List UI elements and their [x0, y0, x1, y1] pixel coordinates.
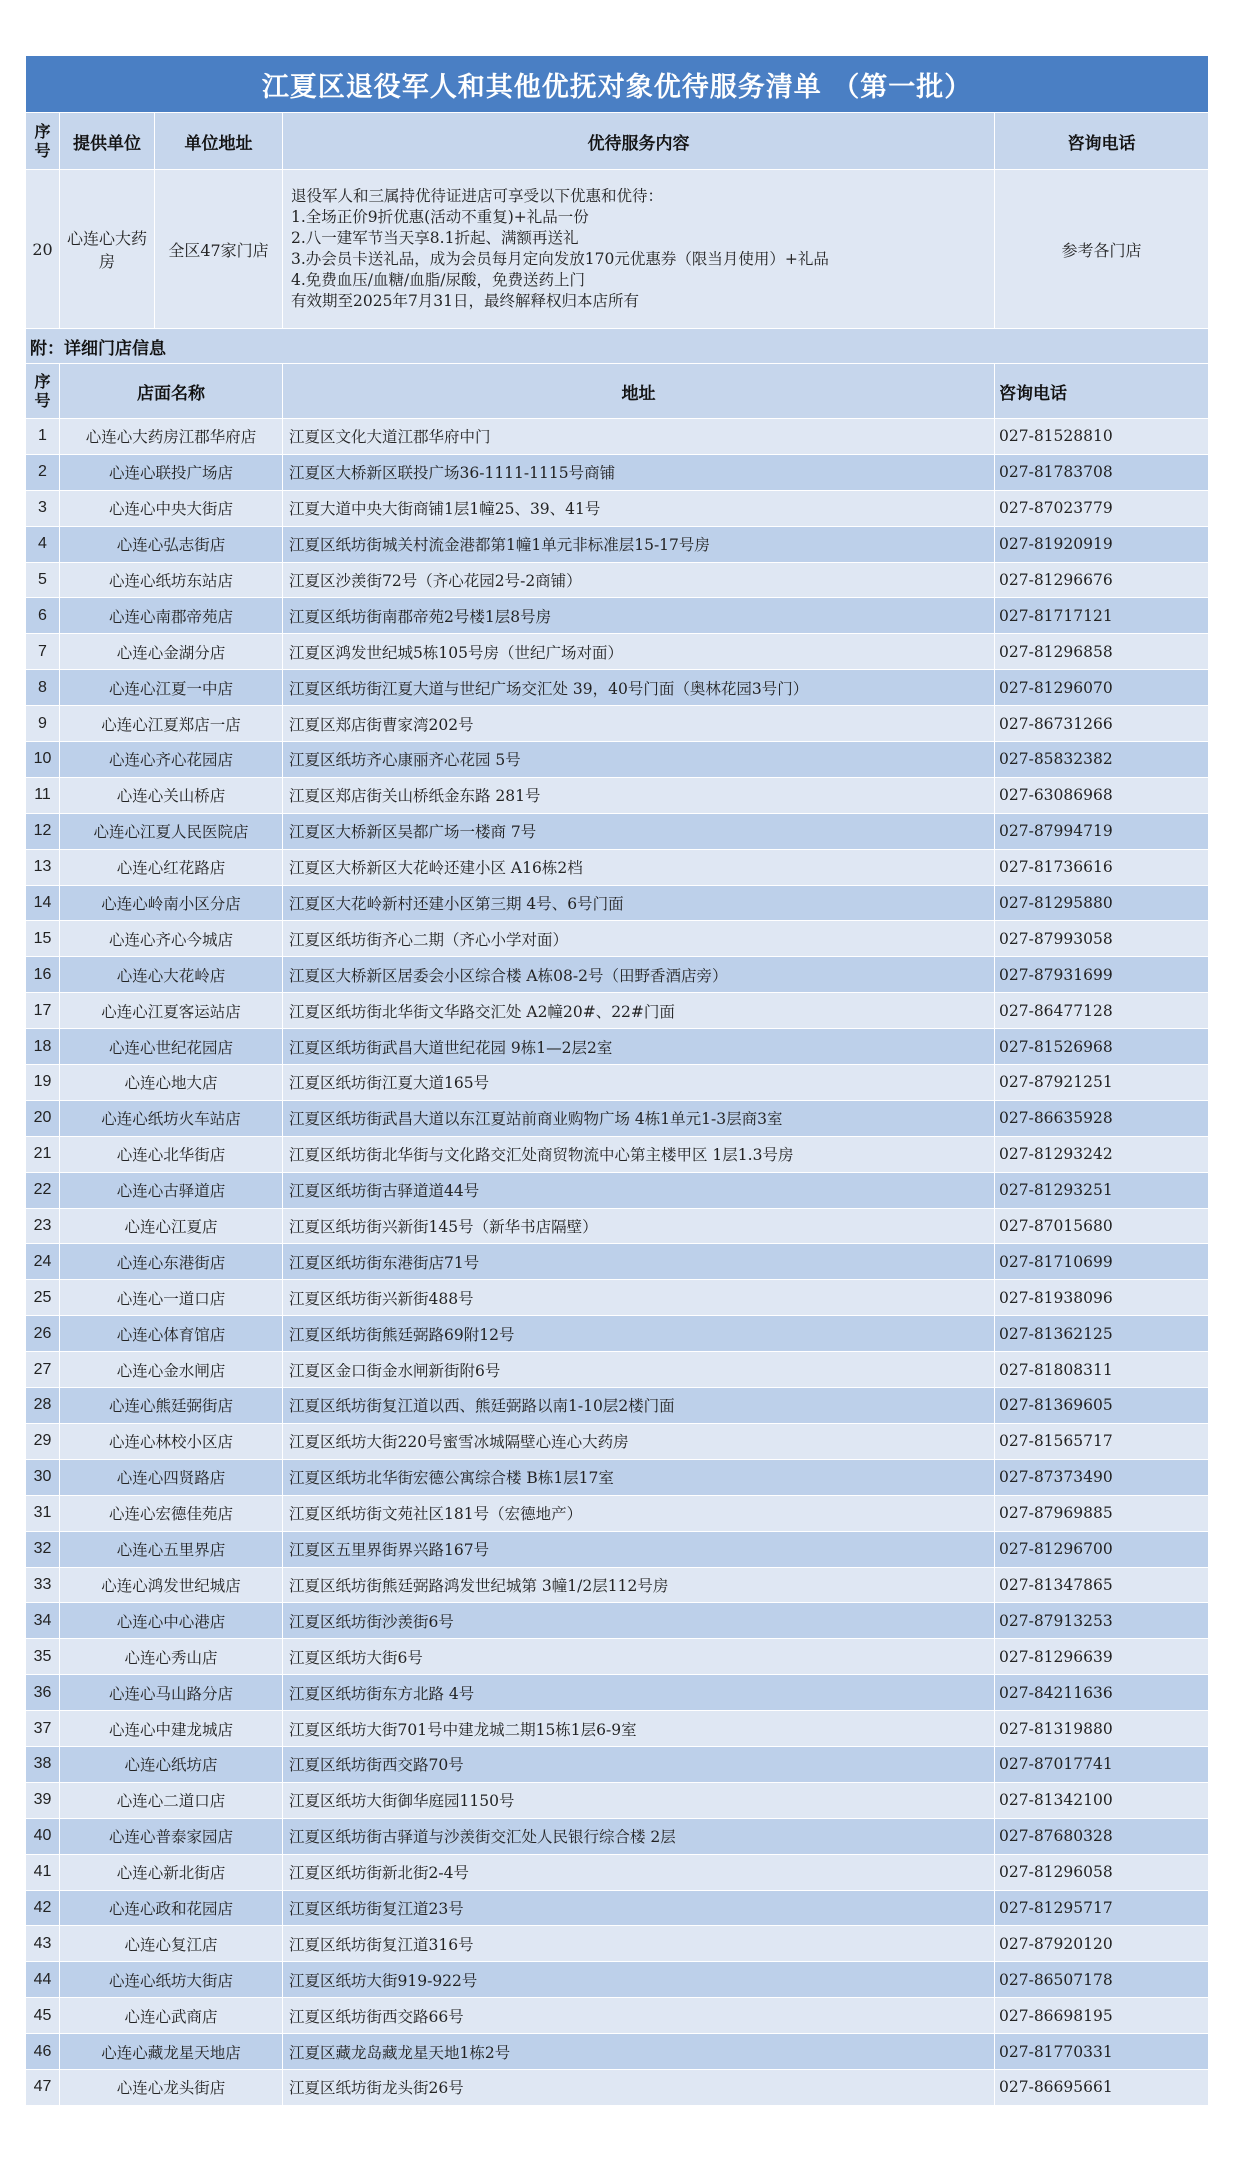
- store-seq: 1: [26, 419, 60, 455]
- header-provider: 提供单位: [60, 113, 155, 170]
- store-phone: 027-87015680: [995, 1208, 1209, 1244]
- store-seq: 17: [26, 993, 60, 1029]
- store-seq: 24: [26, 1244, 60, 1280]
- store-row: [26, 1172, 1209, 1208]
- store-name: 心连心五里界店: [60, 1531, 283, 1567]
- store-name: 心连心古驿道店: [60, 1172, 283, 1208]
- store-address: 江夏区纸坊大街919-922号: [283, 1962, 995, 1998]
- store-phone: 027-87373490: [995, 1459, 1209, 1495]
- offer-line: 4.免费血压/血糖/血脂/尿酸，免费送药上门: [291, 271, 585, 289]
- store-row: [26, 1782, 1209, 1818]
- store-phone: 027-86477128: [995, 993, 1209, 1029]
- header-address: 单位地址: [155, 113, 283, 170]
- store-seq: 22: [26, 1172, 60, 1208]
- store-name: 心连心宏德佳苑店: [60, 1495, 283, 1531]
- store-address: 江夏区五里界街界兴路167号: [283, 1531, 995, 1567]
- offer-row: [26, 170, 1209, 329]
- store-name: 心连心秀山店: [60, 1639, 283, 1675]
- store-seq: 13: [26, 849, 60, 885]
- store-address: 江夏区纸坊街武昌大道以东江夏站前商业购物广场 4栋1单元1-3层商3室: [283, 1100, 995, 1136]
- store-row: [26, 742, 1209, 778]
- store-name: 心连心关山桥店: [60, 777, 283, 813]
- store-name: 心连心复江店: [60, 1926, 283, 1962]
- store-phone: 027-81920919: [995, 526, 1209, 562]
- store-name: 心连心江夏店: [60, 1208, 283, 1244]
- store-name: 心连心二道口店: [60, 1782, 283, 1818]
- store-address: 江夏区纸坊街复江道23号: [283, 1890, 995, 1926]
- store-name: 心连心林校小区店: [60, 1423, 283, 1459]
- store-address: 江夏区郑店街关山桥纸金东路 281号: [283, 777, 995, 813]
- store-address: 江夏区纸坊街江夏大道165号: [283, 1065, 995, 1101]
- store-name: 心连心熊廷弼街店: [60, 1388, 283, 1424]
- store-seq: 23: [26, 1208, 60, 1244]
- store-seq: 5: [26, 562, 60, 598]
- store-phone: 027-87017741: [995, 1746, 1209, 1782]
- store-phone: 027-81362125: [995, 1316, 1209, 1352]
- store-phone: 027-81296639: [995, 1639, 1209, 1675]
- store-name: 心连心大花岭店: [60, 957, 283, 993]
- store-header-phone: 咨询电话: [995, 364, 1209, 419]
- store-seq: 4: [26, 526, 60, 562]
- store-address: 江夏区纸坊大街御华庭园1150号: [283, 1782, 995, 1818]
- store-row: [26, 1711, 1209, 1747]
- store-name: 心连心江夏客运站店: [60, 993, 283, 1029]
- store-phone: 027-81342100: [995, 1782, 1209, 1818]
- offer-line: 有效期至2025年7月31日，最终解释权归本店所有: [291, 292, 640, 310]
- store-address: 江夏区鸿发世纪城5栋105号房（世纪广场对面）: [283, 634, 995, 670]
- store-seq: 33: [26, 1567, 60, 1603]
- store-phone: 027-87913253: [995, 1603, 1209, 1639]
- store-row: [26, 813, 1209, 849]
- store-name: 心连心龙头街店: [60, 2069, 283, 2105]
- store-phone: 027-81710699: [995, 1244, 1209, 1280]
- store-row: [26, 1459, 1209, 1495]
- store-phone: 027-81296858: [995, 634, 1209, 670]
- store-address: 江夏区沙羡街72号（齐心花园2号-2商铺）: [283, 562, 995, 598]
- store-address: 江夏区纸坊北华街宏德公寓综合楼 B栋1层17室: [283, 1459, 995, 1495]
- store-seq: 12: [26, 813, 60, 849]
- store-seq: 2: [26, 454, 60, 490]
- store-seq: 41: [26, 1854, 60, 1890]
- store-row: [26, 1423, 1209, 1459]
- service-list-sheet: [25, 55, 1208, 2106]
- store-address: 江夏区藏龙岛藏龙星天地1栋2号: [283, 2034, 995, 2070]
- store-seq: 35: [26, 1639, 60, 1675]
- store-row: [26, 1208, 1209, 1244]
- store-row: [26, 1244, 1209, 1280]
- store-seq: 37: [26, 1711, 60, 1747]
- store-seq: 38: [26, 1746, 60, 1782]
- store-name: 心连心藏龙星天地店: [60, 2034, 283, 2070]
- store-row: [26, 957, 1209, 993]
- store-seq: 19: [26, 1065, 60, 1101]
- store-name: 心连心四贤路店: [60, 1459, 283, 1495]
- store-phone: 027-87023779: [995, 490, 1209, 526]
- store-phone: 027-81783708: [995, 454, 1209, 490]
- store-name: 心连心北华街店: [60, 1136, 283, 1172]
- store-seq: 21: [26, 1136, 60, 1172]
- store-phone: 027-81296070: [995, 670, 1209, 706]
- store-seq: 30: [26, 1459, 60, 1495]
- store-phone: 027-84211636: [995, 1675, 1209, 1711]
- store-name: 心连心中建龙城店: [60, 1711, 283, 1747]
- store-name: 心连心联投广场店: [60, 454, 283, 490]
- store-address: 江夏区大桥新区大花岭还建小区 A16栋2档: [283, 849, 995, 885]
- store-seq: 44: [26, 1962, 60, 1998]
- store-name: 心连心政和花园店: [60, 1890, 283, 1926]
- store-row: [26, 562, 1209, 598]
- store-address: 江夏区纸坊街复江道以西、熊廷弼路以南1-10层2楼门面: [283, 1388, 995, 1424]
- store-name: 心连心体育馆店: [60, 1316, 283, 1352]
- store-name: 心连心大药房江郡华府店: [60, 419, 283, 455]
- store-seq: 46: [26, 2034, 60, 2070]
- store-name: 心连心一道口店: [60, 1280, 283, 1316]
- appendix-row: [26, 329, 1209, 364]
- page-title: 江夏区退役军人和其他优抚对象优待服务清单 （第一批）: [26, 56, 1209, 113]
- store-row: [26, 1136, 1209, 1172]
- store-seq: 3: [26, 490, 60, 526]
- store-row: [26, 454, 1209, 490]
- store-seq: 47: [26, 2069, 60, 2105]
- store-name: 心连心金湖分店: [60, 634, 283, 670]
- store-name: 心连心东港街店: [60, 1244, 283, 1280]
- store-row: [26, 2034, 1209, 2070]
- store-address: 江夏区纸坊街齐心二期（齐心小学对面）: [283, 921, 995, 957]
- store-name: 心连心纸坊东站店: [60, 562, 283, 598]
- store-phone: 027-81565717: [995, 1423, 1209, 1459]
- store-row: [26, 1388, 1209, 1424]
- store-seq: 20: [26, 1100, 60, 1136]
- header-phone: 咨询电话: [995, 113, 1209, 170]
- store-phone: 027-81736616: [995, 849, 1209, 885]
- store-row: [26, 1926, 1209, 1962]
- store-seq: 39: [26, 1782, 60, 1818]
- store-header-name: 店面名称: [60, 364, 283, 419]
- store-seq: 40: [26, 1818, 60, 1854]
- store-phone: 027-81369605: [995, 1388, 1209, 1424]
- store-name: 心连心纸坊火车站店: [60, 1100, 283, 1136]
- store-name: 心连心齐心今城店: [60, 921, 283, 957]
- store-row: [26, 1890, 1209, 1926]
- store-phone: 027-85832382: [995, 742, 1209, 778]
- store-address: 江夏区郑店街曹家湾202号: [283, 706, 995, 742]
- store-header-row: [26, 364, 1209, 419]
- store-address: 江夏区金口街金水闸新街附6号: [283, 1352, 995, 1388]
- store-phone: 027-81296058: [995, 1854, 1209, 1890]
- store-seq: 29: [26, 1423, 60, 1459]
- store-row: [26, 1029, 1209, 1065]
- store-address: 江夏区纸坊街江夏大道与世纪广场交汇处 39，40号门面（奥林花园3号门）: [283, 670, 995, 706]
- store-address: 江夏区纸坊街熊廷弼路鸿发世纪城第 3幢1/2层112号房: [283, 1567, 995, 1603]
- store-row: [26, 1603, 1209, 1639]
- store-row: [26, 526, 1209, 562]
- store-phone: 027-87680328: [995, 1818, 1209, 1854]
- offer-content: [283, 170, 995, 329]
- store-address: 江夏区纸坊街古驿道道44号: [283, 1172, 995, 1208]
- store-name: 心连心齐心花园店: [60, 742, 283, 778]
- header-content: 优待服务内容: [283, 113, 995, 170]
- store-name: 心连心金水闸店: [60, 1352, 283, 1388]
- store-phone: 027-87969885: [995, 1495, 1209, 1531]
- offer-line: 2.八一建军节当天享8.1折起、满额再送礼: [291, 229, 579, 247]
- store-address: 江夏区纸坊街古驿道与沙羡街交汇处人民银行综合楼 2层: [283, 1818, 995, 1854]
- store-row: [26, 1998, 1209, 2034]
- store-phone: 027-81938096: [995, 1280, 1209, 1316]
- store-seq: 25: [26, 1280, 60, 1316]
- store-phone: 027-86695661: [995, 2069, 1209, 2105]
- store-seq: 27: [26, 1352, 60, 1388]
- store-name: 心连心马山路分店: [60, 1675, 283, 1711]
- store-address: 江夏区纸坊大街701号中建龙城二期15栋1层6-9室: [283, 1711, 995, 1747]
- store-seq: 34: [26, 1603, 60, 1639]
- offer-line: 退役军人和三属持优待证进店可享受以下优惠和优待：: [291, 187, 664, 205]
- store-name: 心连心中央大街店: [60, 490, 283, 526]
- store-row: [26, 1854, 1209, 1890]
- store-address: 江夏区纸坊街文苑社区181号（宏德地产）: [283, 1495, 995, 1531]
- store-address: 江夏区大花岭新村还建小区第三期 4号、6号门面: [283, 885, 995, 921]
- store-address: 江夏区纸坊街北华街与文化路交汇处商贸物流中心第主楼甲区 1层1.3号房: [283, 1136, 995, 1172]
- store-name: 心连心纸坊店: [60, 1746, 283, 1782]
- store-row: [26, 634, 1209, 670]
- store-name: 心连心新北街店: [60, 1854, 283, 1890]
- store-phone: 027-87920120: [995, 1926, 1209, 1962]
- store-phone: 027-87931699: [995, 957, 1209, 993]
- store-phone: 027-63086968: [995, 777, 1209, 813]
- store-address: 江夏区大桥新区吴都广场一楼商 7号: [283, 813, 995, 849]
- store-phone: 027-81295880: [995, 885, 1209, 921]
- store-row: [26, 1352, 1209, 1388]
- store-seq: 6: [26, 598, 60, 634]
- store-name: 心连心中心港店: [60, 1603, 283, 1639]
- store-name: 心连心南郡帝苑店: [60, 598, 283, 634]
- store-address: 江夏区纸坊街东港街店71号: [283, 1244, 995, 1280]
- store-address: 江夏区纸坊街兴新街488号: [283, 1280, 995, 1316]
- store-row: [26, 670, 1209, 706]
- offer-address: 全区47家门店: [155, 170, 283, 329]
- store-phone: 027-86731266: [995, 706, 1209, 742]
- store-address: 江夏区纸坊街新北街2-4号: [283, 1854, 995, 1890]
- store-phone: 027-86635928: [995, 1100, 1209, 1136]
- store-seq: 9: [26, 706, 60, 742]
- store-seq: 31: [26, 1495, 60, 1531]
- store-seq: 36: [26, 1675, 60, 1711]
- store-row: [26, 849, 1209, 885]
- store-address: 江夏区纸坊大街220号蜜雪冰城隔壁心连心大药房: [283, 1423, 995, 1459]
- store-row: [26, 885, 1209, 921]
- store-seq: 45: [26, 1998, 60, 2034]
- store-address: 江夏大道中央大街商铺1层1幢25、39、41号: [283, 490, 995, 526]
- store-address: 江夏区大桥新区联投广场36-1111-1115号商铺: [283, 454, 995, 490]
- store-address: 江夏区纸坊街复江道316号: [283, 1926, 995, 1962]
- store-row: [26, 1639, 1209, 1675]
- title-row: [26, 56, 1209, 113]
- offer-provider: 心连心大药房: [60, 170, 155, 329]
- store-phone: 027-81526968: [995, 1029, 1209, 1065]
- store-seq: 26: [26, 1316, 60, 1352]
- store-row: [26, 993, 1209, 1029]
- store-phone: 027-81770331: [995, 2034, 1209, 2070]
- store-phone: 027-87921251: [995, 1065, 1209, 1101]
- store-address: 江夏区纸坊街城关村流金港都第1幢1单元非标准层15-17号房: [283, 526, 995, 562]
- service-table: [25, 55, 1209, 2106]
- store-row: [26, 706, 1209, 742]
- store-address: 江夏区纸坊街西交路66号: [283, 1998, 995, 2034]
- store-address: 江夏区纸坊大街6号: [283, 1639, 995, 1675]
- store-phone: 027-81296700: [995, 1531, 1209, 1567]
- appendix-label: 附：详细门店信息: [26, 329, 1209, 364]
- store-phone: 027-81717121: [995, 598, 1209, 634]
- store-row: [26, 1675, 1209, 1711]
- store-name: 心连心江夏人民医院店: [60, 813, 283, 849]
- store-seq: 15: [26, 921, 60, 957]
- store-phone: 027-81296676: [995, 562, 1209, 598]
- store-row: [26, 777, 1209, 813]
- store-address: 江夏区纸坊齐心康丽齐心花园 5号: [283, 742, 995, 778]
- store-address: 江夏区纸坊街兴新街145号（新华书店隔壁）: [283, 1208, 995, 1244]
- store-row: [26, 490, 1209, 526]
- store-name: 心连心普泰家园店: [60, 1818, 283, 1854]
- store-address: 江夏区纸坊街熊廷弼路69附12号: [283, 1316, 995, 1352]
- store-row: [26, 1962, 1209, 1998]
- store-seq: 16: [26, 957, 60, 993]
- store-row: [26, 1100, 1209, 1136]
- store-seq: 18: [26, 1029, 60, 1065]
- store-name: 心连心鸿发世纪城店: [60, 1567, 283, 1603]
- store-phone: 027-87993058: [995, 921, 1209, 957]
- store-address: 江夏区纸坊街沙羡街6号: [283, 1603, 995, 1639]
- store-seq: 32: [26, 1531, 60, 1567]
- store-address: 江夏区纸坊街北华街文华路交汇处 A2幢20#、22#门面: [283, 993, 995, 1029]
- store-seq: 28: [26, 1388, 60, 1424]
- store-phone: 027-81808311: [995, 1352, 1209, 1388]
- store-header-seq: 序号: [26, 364, 60, 419]
- store-row: [26, 1567, 1209, 1603]
- store-address: 江夏区文化大道江郡华府中门: [283, 419, 995, 455]
- store-phone: 027-81528810: [995, 419, 1209, 455]
- store-phone: 027-86698195: [995, 1998, 1209, 2034]
- store-address: 江夏区纸坊街龙头街26号: [283, 2069, 995, 2105]
- store-name: 心连心江夏一中店: [60, 670, 283, 706]
- store-phone: 027-81295717: [995, 1890, 1209, 1926]
- store-seq: 8: [26, 670, 60, 706]
- store-address: 江夏区纸坊街东方北路 4号: [283, 1675, 995, 1711]
- store-row: [26, 2069, 1209, 2105]
- store-row: [26, 1316, 1209, 1352]
- offer-line: 3.办会员卡送礼品，成为会员每月定向发放170元优惠券（限当月使用）+礼品: [291, 250, 829, 268]
- store-row: [26, 598, 1209, 634]
- store-name: 心连心地大店: [60, 1065, 283, 1101]
- store-row: [26, 1746, 1209, 1782]
- offer-phone: 参考各门店: [995, 170, 1209, 329]
- store-phone: 027-81293242: [995, 1136, 1209, 1172]
- store-name: 心连心武商店: [60, 1998, 283, 2034]
- offer-line: 1.全场正价9折优惠(活动不重复)+礼品一份: [291, 208, 589, 226]
- store-name: 心连心岭南小区分店: [60, 885, 283, 921]
- store-name: 心连心纸坊大街店: [60, 1962, 283, 1998]
- header-seq: 序号: [26, 113, 60, 170]
- store-address: 江夏区纸坊街西交路70号: [283, 1746, 995, 1782]
- store-seq: 14: [26, 885, 60, 921]
- store-address: 江夏区大桥新区居委会小区综合楼 A栋08-2号（田野香酒店旁）: [283, 957, 995, 993]
- store-name: 心连心江夏郑店一店: [60, 706, 283, 742]
- store-seq: 42: [26, 1890, 60, 1926]
- store-phone: 027-86507178: [995, 1962, 1209, 1998]
- store-phone: 027-81293251: [995, 1172, 1209, 1208]
- store-header-address: 地址: [283, 364, 995, 419]
- store-seq: 10: [26, 742, 60, 778]
- store-list: [26, 419, 1209, 2106]
- store-phone: 027-87994719: [995, 813, 1209, 849]
- store-seq: 43: [26, 1926, 60, 1962]
- store-name: 心连心红花路店: [60, 849, 283, 885]
- store-row: [26, 1495, 1209, 1531]
- offer-seq: 20: [26, 170, 60, 329]
- store-row: [26, 1531, 1209, 1567]
- store-name: 心连心世纪花园店: [60, 1029, 283, 1065]
- store-row: [26, 1065, 1209, 1101]
- store-name: 心连心弘志街店: [60, 526, 283, 562]
- store-address: 江夏区纸坊街武昌大道世纪花园 9栋1—2层2室: [283, 1029, 995, 1065]
- store-row: [26, 419, 1209, 455]
- offer-header-row: [26, 113, 1209, 170]
- store-row: [26, 1280, 1209, 1316]
- store-row: [26, 1818, 1209, 1854]
- store-phone: 027-81319880: [995, 1711, 1209, 1747]
- store-phone: 027-81347865: [995, 1567, 1209, 1603]
- store-row: [26, 921, 1209, 957]
- store-seq: 7: [26, 634, 60, 670]
- store-seq: 11: [26, 777, 60, 813]
- store-address: 江夏区纸坊街南郡帝苑2号楼1层8号房: [283, 598, 995, 634]
